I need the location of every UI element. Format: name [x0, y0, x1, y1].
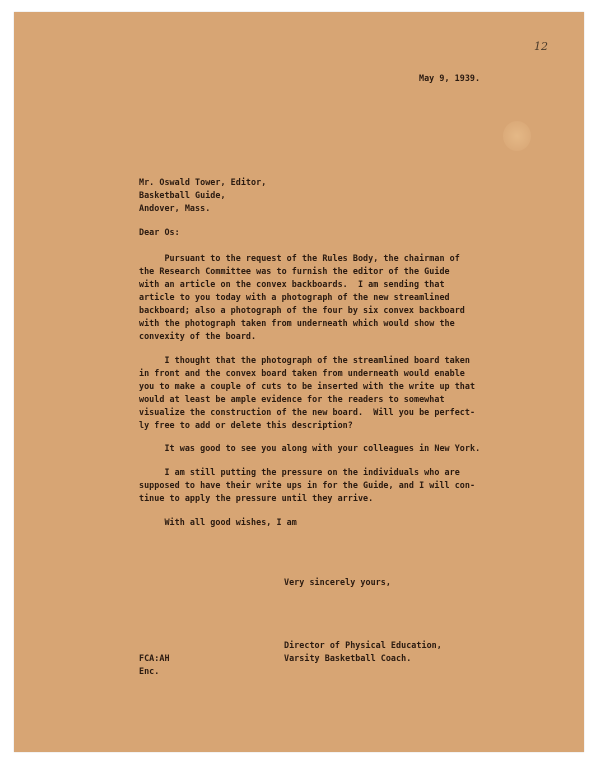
- body-line: would at least be ample evidence for the readers to somewhat: [139, 394, 445, 404]
- signature-line: Director of Physical Education,: [284, 640, 442, 650]
- body-line: With all good wishes, I am: [139, 517, 297, 527]
- addressee-line: Basketball Guide,: [139, 190, 226, 200]
- body-line: in front and the convex board taken from underneath would enable: [139, 368, 465, 378]
- body-line: supposed to have their write ups in for the Guide, and I will con-: [139, 480, 476, 490]
- enclosure-note: Enc.: [139, 666, 160, 676]
- letter-date: May 9, 1939.: [419, 73, 481, 83]
- body-line: I thought that the photograph of the streamlined board taken: [139, 355, 470, 365]
- body-line: you to make a couple of cuts to be inserted with the write up that: [139, 381, 476, 391]
- body-line: ly free to add or delete this description?: [139, 420, 353, 430]
- salutation: Dear Os:: [139, 227, 180, 237]
- body-line: with an article on the convex backboards. I am sending that: [139, 279, 445, 289]
- body-line: with the photograph taken from underneath which would show the: [139, 318, 455, 328]
- body-line: article to you today with a photograph of the new streamlined: [139, 292, 450, 302]
- page-number-note: 12: [534, 40, 548, 53]
- addressee-line: Andover, Mass.: [139, 203, 211, 213]
- letter-page: [14, 12, 584, 752]
- closing: Very sincerely yours,: [284, 577, 391, 587]
- body-line: backboard; also a photograph of the four by six convex backboard: [139, 305, 465, 315]
- signature-line: Varsity Basketball Coach.: [284, 653, 412, 663]
- body-line: Pursuant to the request of the Rules Body, the chairman of: [139, 253, 460, 263]
- body-line: visualize the construction of the new board. Will you be perfect-: [139, 407, 476, 417]
- reference-initials: FCA:AH: [139, 653, 170, 663]
- addressee-line: Mr. Oswald Tower, Editor,: [139, 177, 267, 187]
- body-line: It was good to see you along with your colleagues in New York.: [139, 443, 481, 453]
- body-line: the Research Committee was to furnish the editor of the Guide: [139, 266, 450, 276]
- body-line: tinue to apply the pressure until they arrive.: [139, 493, 374, 503]
- body-line: convexity of the board.: [139, 331, 257, 341]
- paper-smudge: [503, 121, 531, 151]
- body-line: I am still putting the pressure on the individuals who are: [139, 467, 460, 477]
